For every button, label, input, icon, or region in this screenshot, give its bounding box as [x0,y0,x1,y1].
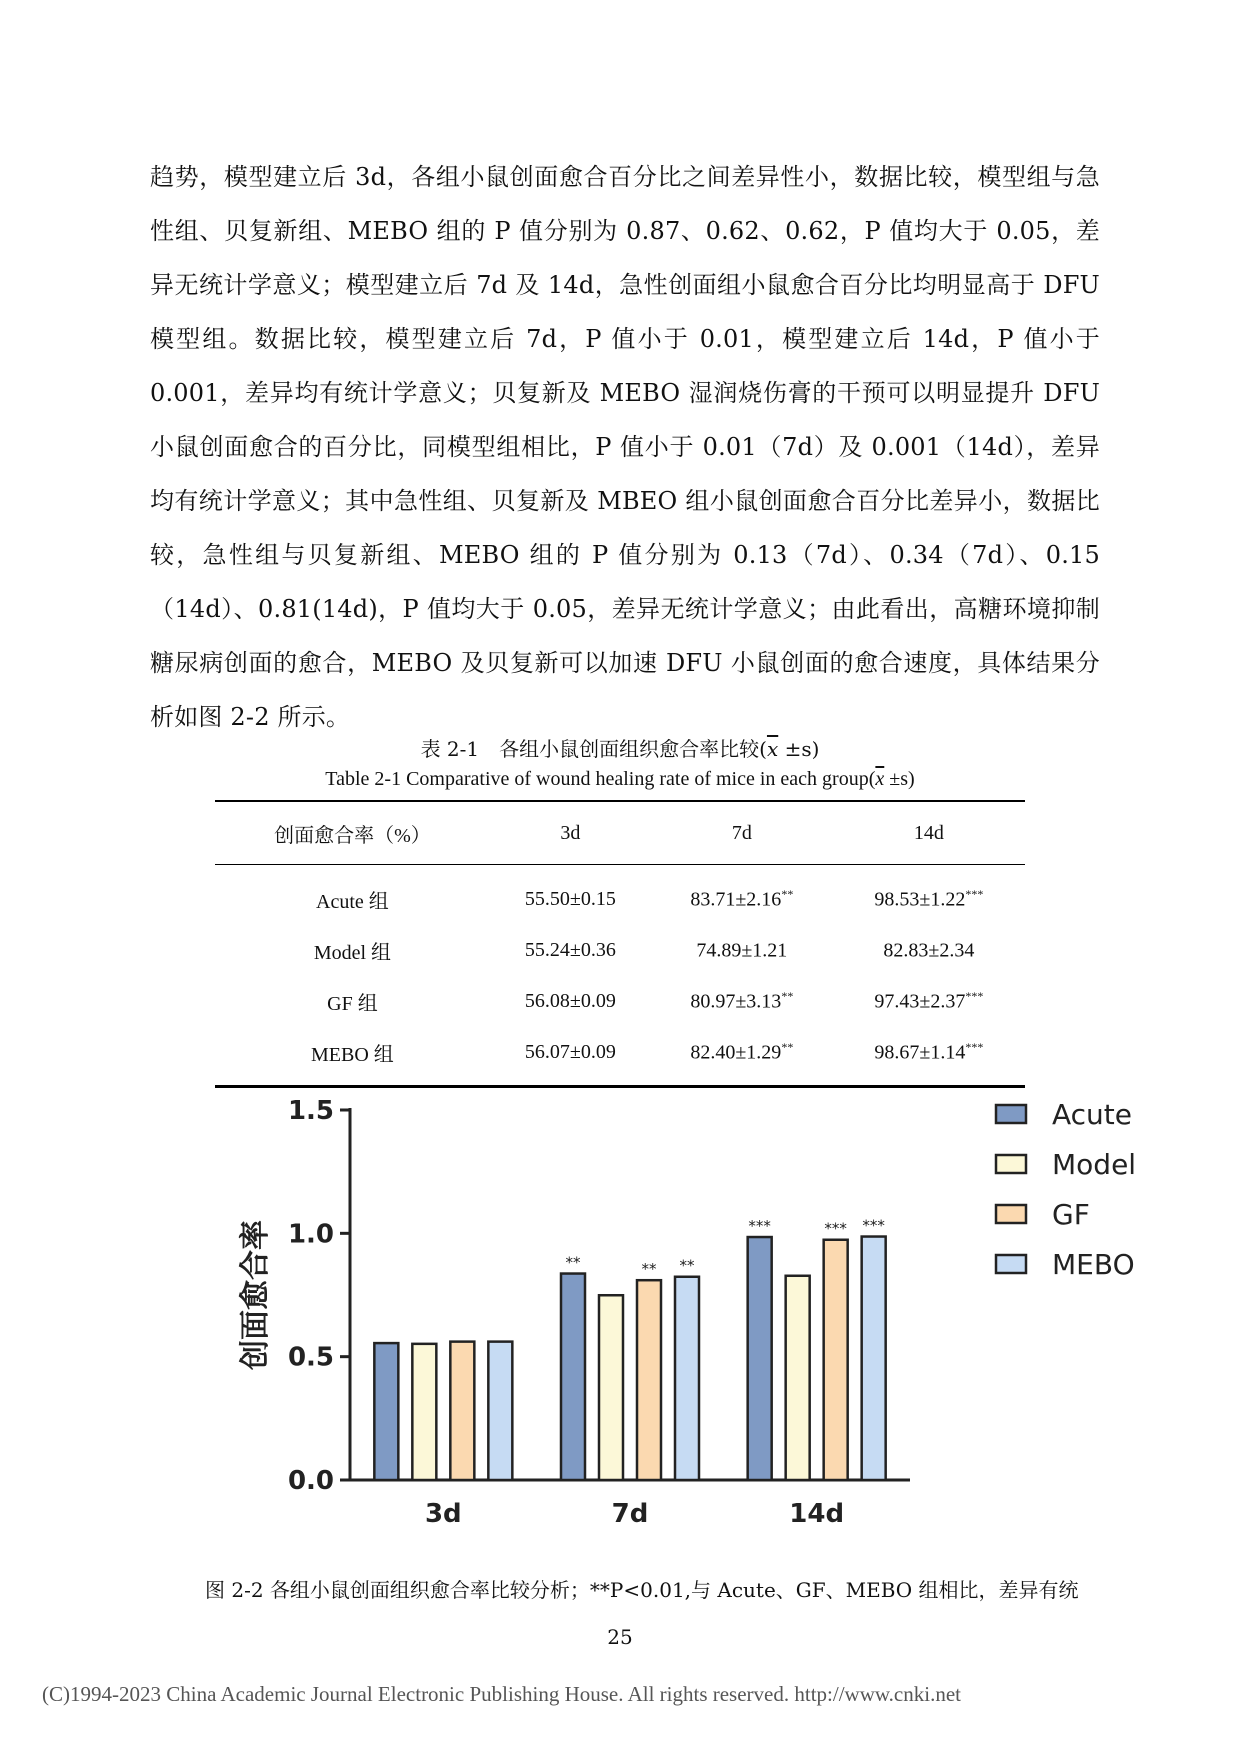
significance-mark: *** [965,989,984,1004]
table-cell-14d [833,865,1025,926]
legend-swatch-model [996,1155,1026,1173]
legend-label-model: Model [1052,1148,1137,1181]
significance-label: ** [679,1256,695,1275]
table-row [215,925,1025,976]
table-caption-en-xbar: $\overline{x}$ [875,768,885,790]
table-header-7d: 7d [731,821,752,844]
bar-acute-7d [561,1274,585,1480]
cell-value: 83.71±2.16 [690,888,782,911]
table-header-row [215,801,1025,865]
cell-value: 74.89±1.21 [696,939,788,962]
cell-value: 80.97±3.13 [690,990,782,1013]
table-row [215,1027,1025,1087]
table-row [215,976,1025,1027]
legend-swatch-acute [996,1105,1026,1123]
table-caption-zh-xbar: $\overline{x}$ [766,737,779,761]
table-caption-en-prefix: Table 2-1 Comparative of wound healing rate of mice in each group( [325,768,876,790]
body-paragraph: 趋势，模型建立后 3d，各组小鼠创面愈合百分比之间差异性小，数据比较，模型组与急性组、贝复新组、MEBO 组的 P 值分别为 0.87、0.62、0.62，P 值均大于 0.05，差异无统计学意义；模型建立后 7d 及 14d，急性创面组小鼠愈合百分比均明显高于 DFU 模型组。数据比较，模型建立后 7d，P 值小于 0.01，模型建立后 14d，P 值小于 0.001，差异均有统计学意义；贝复新及 MEBO 湿润烧伤膏的干预可以明显提升 DFU 小鼠创面愈合的百分比，同模型组相比，P 值小于 0.01（7d）及 0.001（14d），差异均有统计学意义；其中急性组、贝复新及 MBEO 组小鼠创面愈合百分比差异小，数据比较，急性组与贝复新组、MEBO 组的 P 值分别为 0.13（7d）、0.34（7d）、0.15（14d）、0.81(14d)，P 值均大于 0.05，差异无统计学意义；由此看出，高糖环境抑制糖尿病创面的愈合，MEBO 及贝复新可以加速 DFU 小鼠创面的愈合速度，具体结果分析如图 2-2 所示。 [150,163,1100,731]
x-tick-label: 14d [789,1499,845,1529]
cell-value: 98.67±1.14 [874,1041,966,1064]
table-cell-group: GF 组 [327,993,378,1015]
bar-gf-7d [637,1280,661,1480]
bar-model-14d [786,1276,810,1480]
table-cell-group: Acute 组 [316,891,389,913]
table-header-3d: 3d [560,821,581,844]
table-cell-7d [651,976,833,1027]
legend-label-acute: Acute [1052,1098,1133,1131]
significance-mark: *** [965,1040,984,1055]
legend-label-gf: GF [1052,1198,1090,1231]
table-cell-14d [833,976,1025,1027]
table-cell-3d: 56.07±0.09 [524,1041,616,1063]
cell-value: 97.43±2.37 [874,990,966,1013]
significance-mark: *** [965,887,984,902]
table-caption-en [0,768,1240,791]
table-caption-zh [0,733,1240,762]
legend-label-mebo: MEBO [1052,1248,1135,1281]
table-caption-en-suffix: ±s) [884,768,915,790]
bar-acute-3d [374,1343,398,1480]
cell-value: 82.40±1.29 [690,1041,782,1064]
page-number: 25 [607,1625,633,1649]
table-caption-zh-prefix: 表 2-1 各组小鼠创面组织愈合率比较( [420,737,767,761]
significance-mark: ** [781,887,794,902]
table-row [215,865,1025,926]
table-cell-group: MEBO 组 [311,1044,394,1066]
legend-swatch-gf [996,1205,1026,1223]
table-cell-7d [651,925,833,976]
bar-model-3d [412,1344,436,1480]
bar-mebo-7d [675,1277,699,1480]
table-cell-3d: 56.08±0.09 [524,990,616,1012]
table-cell-14d [833,925,1025,976]
significance-mark: ** [781,989,794,1004]
table-cell-3d: 55.24±0.36 [524,939,616,961]
significance-label: *** [748,1217,771,1236]
copyright-footer: (C)1994-2023 China Academic Journal Electronic Publishing House. All rights reserved. http://www.cnki.net [42,1682,961,1706]
table-header-14d: 14d [913,821,944,844]
significance-mark: ** [781,1040,794,1055]
table-cell-7d [651,1027,833,1087]
bar-mebo-3d [488,1342,512,1480]
x-tick-label: 3d [424,1499,462,1529]
significance-label: *** [824,1219,847,1238]
significance-label: ** [565,1253,581,1272]
y-tick-label: 0.0 [287,1466,334,1496]
healing-rate-table [215,800,1025,1088]
healing-rate-bar-chart [220,1085,1170,1555]
significance-label: ** [641,1260,657,1279]
figure-caption: 图 2-2 各组小鼠创面组织愈合率比较分析；**P<0.01,与 Acute、GF、MEBO 组相比，差异有统 [205,1578,1079,1602]
table-cell-7d [651,865,833,926]
table-cell-14d [833,1027,1025,1087]
bar-gf-3d [450,1342,474,1480]
table-caption-zh-suffix: ±s) [778,737,820,761]
table-cell-3d: 55.50±0.15 [524,888,616,910]
table-cell-group: Model 组 [313,942,392,964]
table-header-metric: 创面愈合率（%） [274,824,431,847]
bar-mebo-14d [862,1237,886,1480]
significance-label: *** [862,1216,885,1235]
y-tick-label: 1.5 [287,1096,334,1126]
cell-value: 98.53±1.22 [874,888,966,911]
y-tick-label: 0.5 [287,1342,334,1373]
y-tick-label: 1.0 [287,1219,334,1250]
bar-acute-14d [748,1237,772,1480]
bar-model-7d [599,1295,623,1480]
x-tick-label: 7d [611,1499,649,1529]
legend-swatch-mebo [996,1255,1026,1273]
cell-value: 82.83±2.34 [883,939,975,962]
y-axis-label: 创面愈合率 [238,1220,273,1370]
bar-gf-14d [824,1240,848,1480]
